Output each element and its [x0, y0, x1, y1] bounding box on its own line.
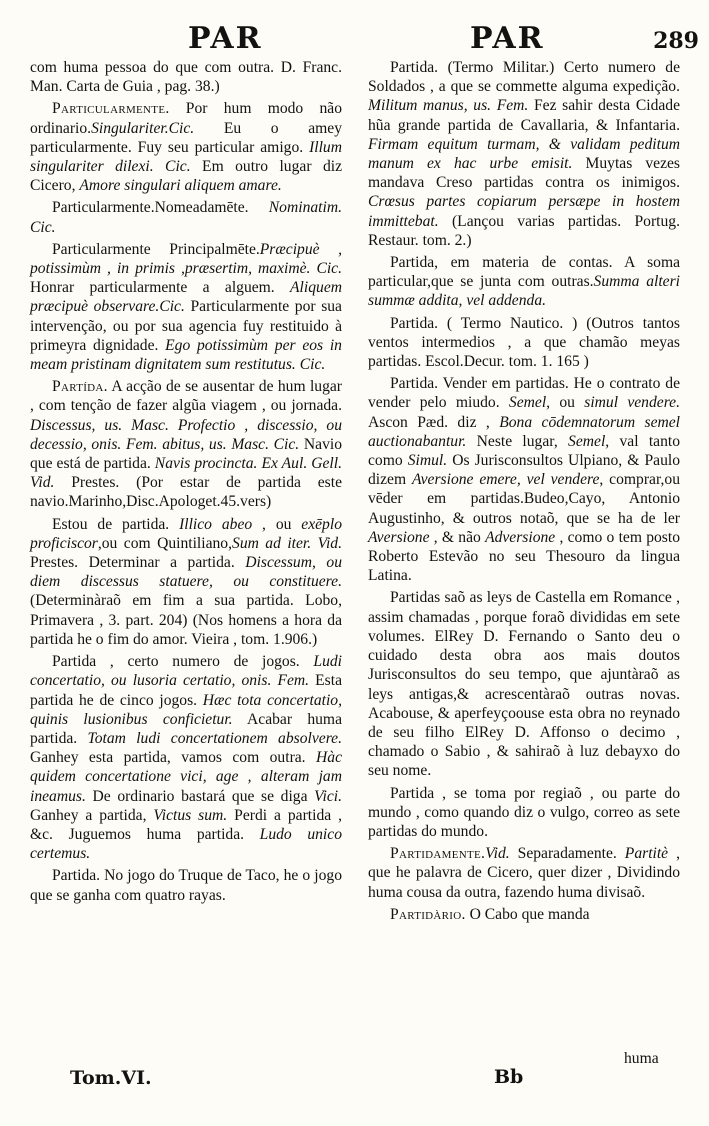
entry-partidas-leys: Partidas saõ as leys de Castella em Romance , assim chamadas , porque foraõ divididas em sete volumes. ElRey D. Fernando o Santo deu o cuidado desta obra aos mais doutos Jurisconsultos do seu tempo, que ajuntàraõ as leys antigas,& acrescentàraõ outras novas. Acabouse, & aperfeyçoouse esta obra no reynado de seu filho ElRey D. Affonso o decimo , chamado o Sabio , & sahiraõ à luz debayxo do seu nome. [368, 589, 680, 780]
entry-partidamente: Partidamente.Vid. Separadamente. Partitè , que he palavra de Cicero, quer dizer , Dividindo huma cousa da outra, fazendo huma divisaõ. [368, 845, 680, 901]
entry-partida-militar: Partida. (Termo Militar.) Certo numero de Soldados , a que se commette alguma expedição. Militum manus, us. Fem. Fez sahir desta Cidade hũa grande partida de Cavallaria, & Infantaria. Firmam equitum turmam, & validam peditum manum ex hac urbe emisit. Muytas vezes mandava Creso partidas contra os inimigos. Crœsus partes copiarum persæpe in hostem immittebat. (Lançou varias partidas. Portug. Restaur. tom. 2.) [368, 59, 681, 249]
running-head-left: PAR [188, 21, 263, 56]
catchword: huma [624, 1050, 659, 1067]
headword: Partidamente. [390, 845, 486, 863]
entry-particularmente: Particularmente. Por hum modo não ordinario.Singulariter.Cic. Eu o amey particularmente. Fuy seu particular amigo. Illum singulariter dilexi. Cic. Em outro lugar diz Cicero, Amore singulari aliquem amare. [30, 100, 342, 195]
entry-partida-truque: Partida. No jogo do Truque de Taco, he o jogo que se ganha com quatro rayas. [30, 867, 342, 904]
entry-partida-jogos: Partida , certo numero de jogos. Ludi concertatio, ou lusoria certatio, onis. Fem. Esta partida he de cinco jogos. Hæc tota concertatio, quinis lusionibus conficietur. Acabar huma partida. Totam ludi concertationem absolvere. Ganhey esta partida, vamos com outra. Hàc quidem concertatione vici, age , alteram jam ineamus. De ordinario bastará que se diga Vici. Ganhey a partida, Victus sum. Perdi a partida , &c. Juguemos huma partida. Ludo unico certemus. [30, 653, 343, 863]
headword: Partída. [52, 378, 108, 396]
entry-partida-regiao: Partida , se toma por regiaõ , ou parte do mundo , como quando diz o vulgo, correo as sete partidas do mundo. [368, 784, 680, 840]
headword: Particularmente. [52, 100, 170, 118]
headword: Partidàrio. [390, 905, 466, 923]
entry-estou-de-partida: Estou de partida. Illico abeo , ou exēplo proficiscor,ou com Quintiliano,Sum ad iter. Vid. Prestes. Determinar a partida. Discessum, ou diem discessus statuere, ou constituere. (Determinàraõ em fim a sua partida. Lobo, Primavera , 3. part. 204) (Nos homens a hora da partida he o fim do amor. Vieira , tom. 1.906.) [30, 515, 342, 648]
volume-mark: Tom.VI. [70, 1067, 152, 1089]
signature-mark: Bb [494, 1066, 524, 1088]
entry-partida-nautico: Partida. ( Termo Nautico. ) (Outros tantos ventos intermedios , a que chamão meyas partidas. Escol.Decur. tom. 1. 165 ) [368, 314, 680, 371]
running-head-right: PAR [470, 21, 545, 56]
entry-continuation: com huma pessoa do que com outra. D. Franc. Man. Carta de Guia , pag. 38.) [30, 59, 342, 96]
left-column [30, 58, 342, 908]
entry-particularmente-principalmente: Particularmente Principalmēte.Præcipuè , potissimùm , in primis ,præsertim, maximè. Cic. Honrar particularmente a alguem. Aliquem præcipuè observare.Cic. Particularmente por sua intervenção, ou por sua agencia fuy restituido à primeyra dignidade. Ego potissimùm per eos in meam pristinam dignitatem sum restitutus. Cic. [30, 240, 342, 374]
page-number: 289 [653, 28, 699, 54]
entry-vender-em-partidas: Partida. Vender em partidas. He o contrato de vender pelo miudo. Semel, ou simul vendere. Ascon Pæd. diz , Bona cōdemnatorum semel auctionabantur. Neste lugar, Semel, val tanto como Simul. Os Jurisconsultos Ulpiano, & Paulo dizem Aversione emere, vel vendere, comprar,ou vēder em partidas.Budeo,Cayo, Antonio Augustinho, & outros notaõ, que se ha de ler Aversione , & não Adversione , como o tem posto Roberto Estevão no seu Thesouro da lingua Latina. [368, 375, 681, 585]
entry-particularmente-nomeadamente: Particularmente.Nomeadamēte. Nominatim. Cic. [30, 199, 342, 236]
right-column [368, 58, 680, 927]
entry-partidario: Partidàrio. O Cabo que manda [390, 905, 590, 923]
entry-partida-contas: Partida, em materia de contas. A soma particular,que se junta com outras.Summa alteri summæ addita, vel addenda. [368, 254, 680, 310]
entry-partida: Partída. A acção de se ausentar de hum lugar , com tenção de fazer algũa viagem , ou jornada. Discessus, us. Masc. Profectio , discessio, ou decessio, onis. Fem. abitus, us. Masc. Cic. Navio que está de partida. Navis procincta. Ex Aul. Gell. Vid. Prestes. (Por estar de partida este navio.Marinho,Disc.Apologet.45.vers) [30, 378, 342, 511]
